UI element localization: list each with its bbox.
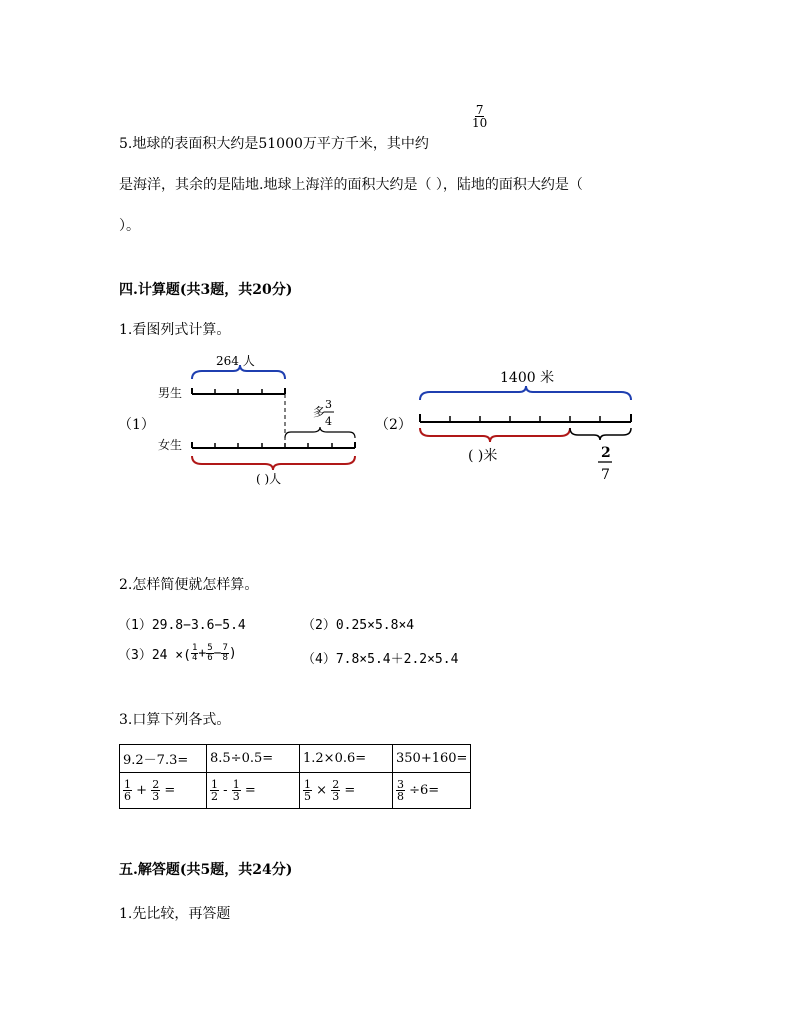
q2-frac-1: $\frac{1}{4}$ xyxy=(191,643,198,663)
q5-fraction xyxy=(471,104,488,129)
fig1-boys-bar xyxy=(192,388,285,394)
fig1-top-label: 264 人 xyxy=(216,354,255,368)
q2-item-3: （3）24 ×( $\frac{1}{4}$ + $\frac{5}{6}$ − $\frac{7}{8}$ ) xyxy=(118,643,237,663)
calc-cell: 9.2－7.3= xyxy=(120,745,207,773)
fig2-top-brace xyxy=(420,386,631,400)
q3-title: 3.口算下列各式。 xyxy=(119,712,231,728)
fig1-more-den: 4 xyxy=(325,415,332,428)
q2-item-2: （2）0.25×5.8×4 xyxy=(302,618,415,633)
section5-q1-title: 1.先比较，再答题 xyxy=(119,906,231,922)
fig2-diagram xyxy=(410,362,640,490)
q5-frac-den: 10 xyxy=(472,116,488,130)
fig1-more-num: 3 xyxy=(325,398,332,411)
fig1-diagram xyxy=(150,350,365,490)
calc-cell: 1.2×0.6= xyxy=(300,745,393,773)
fig2-red-brace xyxy=(420,428,570,442)
q2-item-1: （1）29.8−3.6−5.4 xyxy=(118,618,246,633)
fig2-black-brace xyxy=(570,428,631,440)
fig1-more-prefix: 多 xyxy=(313,405,326,419)
q2-frac-3: $\frac{7}{8}$ xyxy=(222,643,228,663)
calc-cell: $\frac{1}{6}$ + $\frac{2}{3}$ = xyxy=(120,773,207,809)
q3-calc-table xyxy=(119,744,471,809)
section5-title: 五.解答题(共5题，共24分) xyxy=(119,862,293,878)
fig2-bar xyxy=(420,414,631,422)
fig1-girls-bar xyxy=(192,442,355,448)
q5-line2: 是海洋，其余的是陆地.地球上海洋的面积大约是（ ），陆地的面积大约是（ xyxy=(119,177,583,193)
fig2-top-label: 1400 米 xyxy=(500,370,555,386)
q1-title: 1.看图列式计算。 xyxy=(119,322,231,338)
fig1-bottom-brace xyxy=(192,456,355,470)
fig1-boys-label: 男生 xyxy=(158,386,183,400)
table-row xyxy=(120,745,471,773)
q2-frac-2: $\frac{5}{6}$ xyxy=(207,643,213,663)
section4-title: 四.计算题(共3题，共20分) xyxy=(119,282,293,298)
calc-cell: $\frac{3}{8}$ ÷6= xyxy=(393,773,471,809)
calc-cell: $\frac{1}{2}$ - $\frac{1}{3}$ = xyxy=(207,773,300,809)
fig2-label: （2） xyxy=(375,417,412,433)
fig2-frac-num: 2 xyxy=(601,445,611,461)
calc-cell: $\frac{1}{5}$ × $\frac{2}{3}$ = xyxy=(300,773,393,809)
fig1-more-brace xyxy=(285,427,355,438)
fig2-answer: ( )米 xyxy=(468,448,498,464)
q2-title: 2.怎样简便就怎样算。 xyxy=(119,577,259,593)
fig1-girls-label: 女生 xyxy=(158,438,183,452)
calc-cell: 8.5÷0.5= xyxy=(207,745,300,773)
q5-frac-num: 7 xyxy=(475,103,484,117)
q2-item-4: （4）7.8×5.4＋2.2×5.4 xyxy=(302,652,459,667)
q2-item-3-prefix: （3）24 ×( xyxy=(118,648,191,663)
fig1-label: （1） xyxy=(118,417,155,433)
calc-cell: 350+160= xyxy=(393,745,471,773)
q5-line3: ）。 xyxy=(119,218,140,234)
table-row xyxy=(120,773,471,809)
fig1-answer: ( )人 xyxy=(256,472,282,486)
fig2-frac-den: 7 xyxy=(601,467,610,483)
q5-line1: 5.地球的表面积大约是51000万平方千米，其中约 xyxy=(119,136,429,152)
